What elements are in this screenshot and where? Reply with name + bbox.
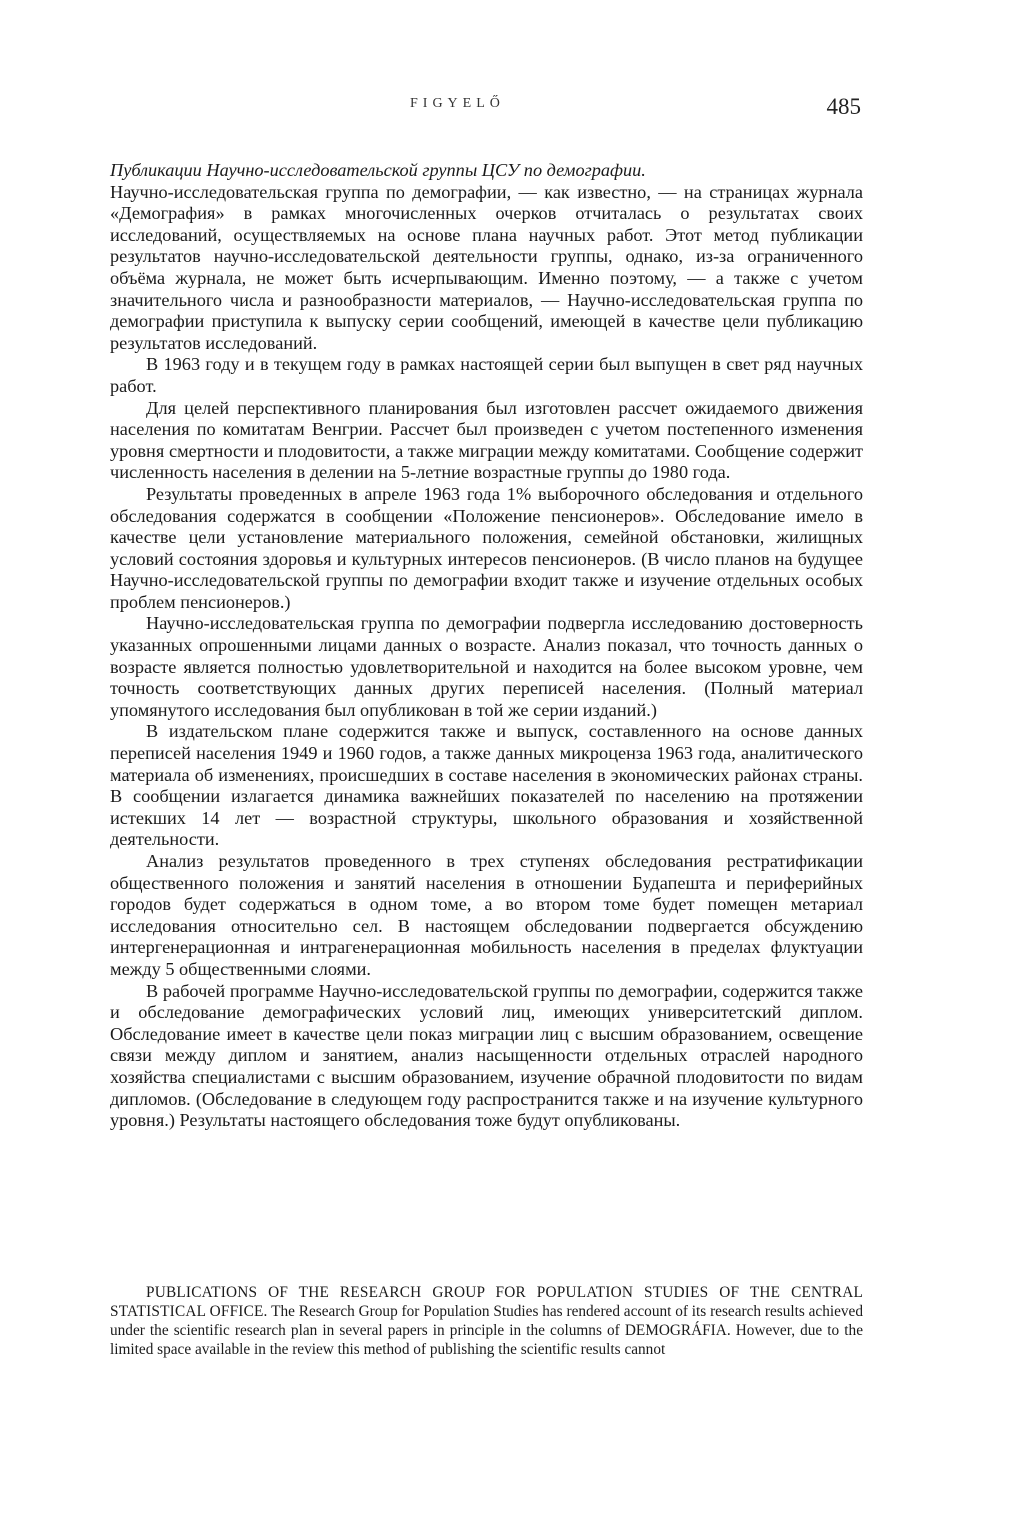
article-paragraph-5: Научно-исследовательская группа по демографии подвергла исследованию достоверность указанных опрошенными лицами данных о возрасте. Анализ показал, что точность данных о возрасте является полностью удовлетворительной и находится на более высоком уровне, чем точность соответствующих данных других переписей населения. (Полный материал упомянутого исследования был опубликован в той же серии изданий.): [110, 613, 863, 720]
summary-heading: PUBLICATIONS OF THE RESEARCH GROUP FOR POPULATION STUDIES OF THE CENTRAL STATISTICAL OFFICE.: [110, 1284, 863, 1320]
article-paragraph-4: Результаты проведенных в апреле 1963 года 1% выборочного обследования и отдельного обследования содержатся в сообщении «Положение пенсионеров». Обследование имело в качестве цели установление материального положения, семейной обстановки, жилищных условий состояния здоровья и культурных интересов пенсионеров. (В число планов на будущее Научно-исследовательской группы по демографии входит также и изучение отдельных особых проблем пенсионеров.): [110, 483, 863, 612]
article-paragraph-6: В издательском плане содержится также и выпуск, составленного на основе данных переписей населения 1949 и 1960 годов, а также данных микроценза 1963 года, аналитического материала об изменениях, происшедших в составе населения в экономических районах страны. В сообщении излагается динамика важнейших показателей по населению на протяжении истекших 14 лет — возрастной структуры, школьного образования и хозяйственной деятельности.: [110, 721, 863, 850]
article-body: [110, 160, 863, 1132]
article-title: Публикации Научно-исследовательской группы ЦСУ по демографии.: [110, 160, 646, 180]
article-paragraph-8: В рабочей программе Научно-исследовательской группы по демографии, содержится также и обследование демографических условий лиц, имеющих университетский диплом. Обследование имеет в качестве цели показ миграции лиц с высшим образованием, освещение связи между диплом и занятием, анализ насыщенности отдельных отраслей народного хозяйства специалистами с высшим образованием, изучение обрачной плодовитости по видам дипломов. (Обследование в следующем году распространится также и на изучение культурного уровня.) Результаты настоящего обследования тоже будут опубликованы.: [110, 980, 863, 1131]
summary-paragraph: [110, 1283, 863, 1359]
english-summary: [110, 1283, 863, 1359]
article-paragraph-1: Научно-исследовательская группа по демографии, — как известно, — на страницах журнала «Демография» в рамках многочисленных очерков отчиталась о результатах своих исследований, осуществляемых на основе плана научных работ. Этот метод публикации результатов научно-исследовательской деятельности группы, однако, из-за ограниченного объёма журнала, не может быть исчерпывающим. Именно поэтому, — а также с учетом значительного числа и разнообразности материалов, — Научно-исследовательская группа по демографии приступила к выпуску серии сообщений, имеющей в качестве цели публикацию результатов исследований.: [110, 181, 863, 353]
summary-text: The Research Group for Population Studies has rendered account of its research results achieved under the scientific research plan in several papers in principle in the columns of DEMOGRÁFIA. However, due to the limited space available in the review this method of publishing the scientific results cannot: [110, 1303, 863, 1358]
page-number: 485: [826, 94, 861, 119]
article-paragraph-7: Анализ результатов проведенного в трех ступенях обследования рестратификации общественного положения и занятий населения в отношении Будапешта и периферийных городов будет содержаться в одном томе, а во втором томе будет помещен метариал исследования относительно сел. В настоящем обследовании подвергается обсуждению интергенерационная и интрагенерационная мобильность населения в пределах флуктуации между 5 общественными слоями.: [110, 851, 863, 979]
article-paragraph-3: Для целей перспективного планирования был изготовлен рассчет ожидаемого движения населения по комитатам Венгрии. Рассчет был произведен с учетом постепенного изменения уровня смертности и плодовитости, а также миграции между комитатами. Сообщение содержит численность населения в делении на 5-летние возрастные группы до 1980 года.: [110, 397, 863, 483]
running-title: FIGYELŐ: [410, 96, 505, 111]
article-paragraph-2: В 1963 году и в текущем году в рамках настоящей серии был выпущен в свет ряд научных работ.: [110, 354, 863, 396]
